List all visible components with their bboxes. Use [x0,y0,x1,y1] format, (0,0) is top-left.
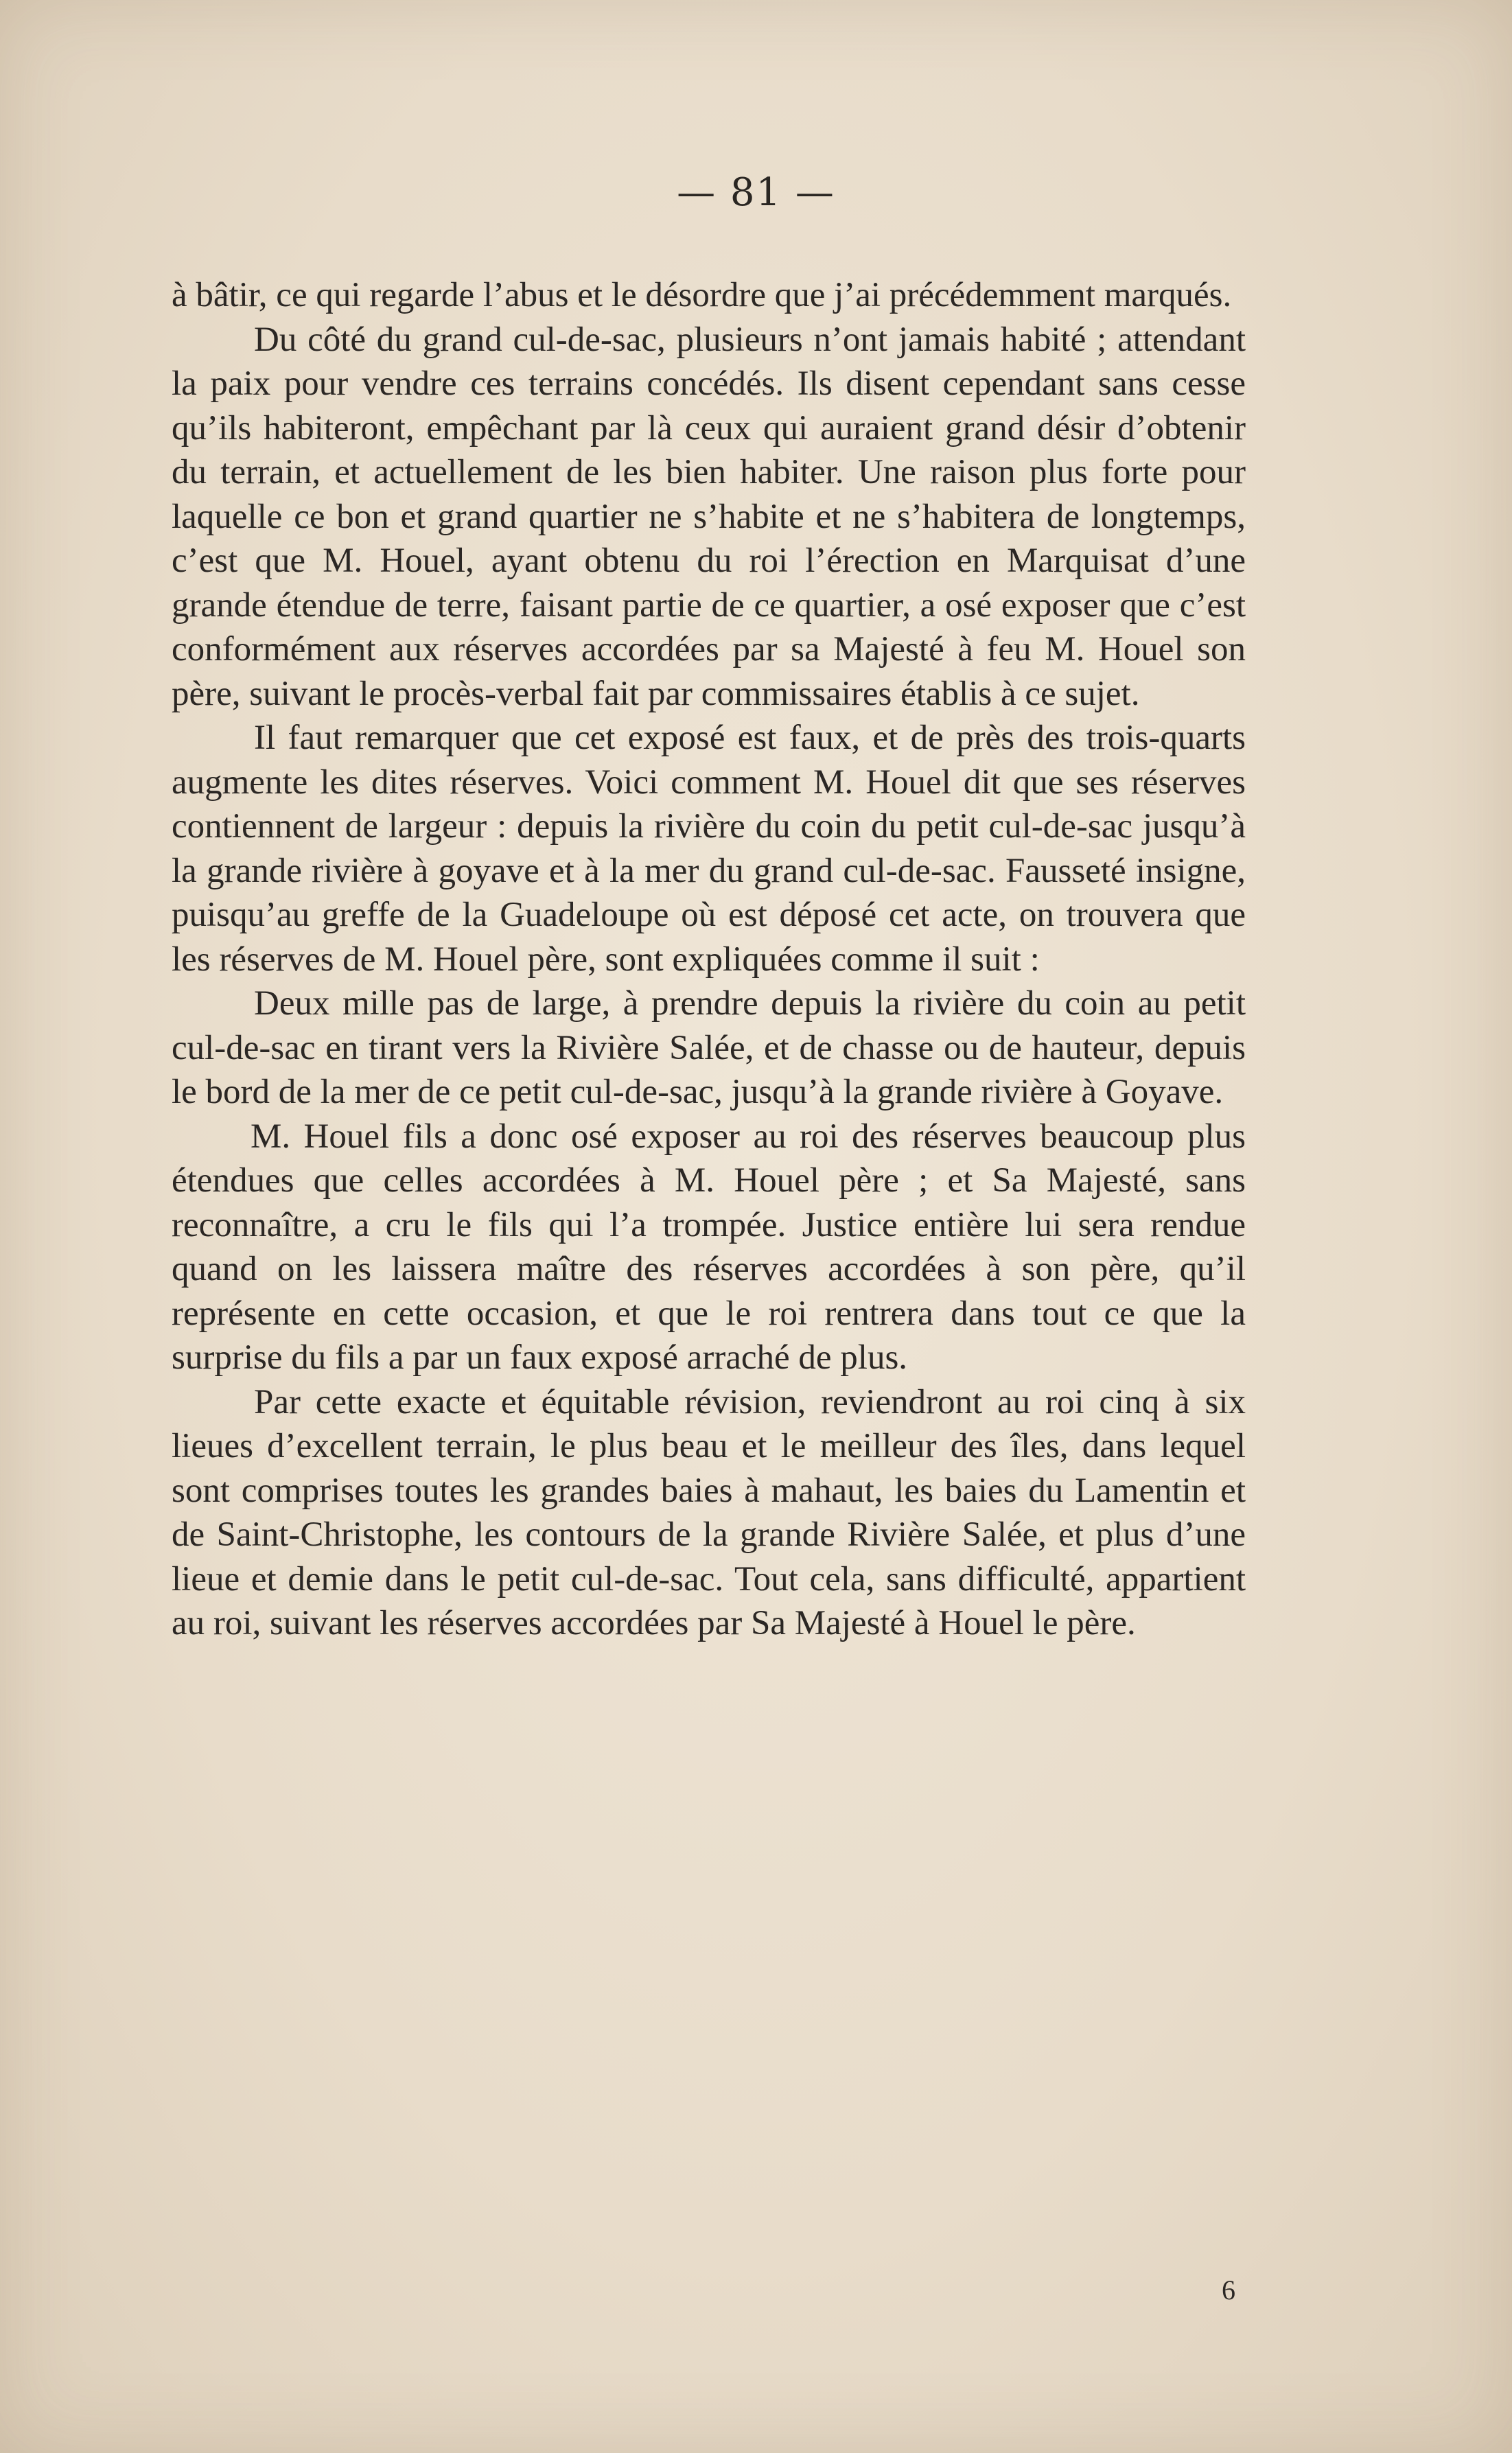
body-text [172,273,1246,1646]
paragraph-2: Du côté du grand cul-de-sac, plusieurs n’ont jamais habité ; attendant la paix pour vendre ces terrains concédés. Ils disent cependant sans cesse qu’ils habiteront, empêchant par là ceux qui auraient grand désir d’obtenir du terrain, et actuellement de les bien habiter. Une raison plus forte pour laquelle ce bon et grand quartier ne s’habite et ne s’habitera de longtemps, c’est que M. Houel, ayant obtenu du roi l’érection en Marquisat d’une grande étendue de terre, faisant partie de ce quartier, a osé exposer que c’est conformément aux réserves accordées par sa Majesté à feu M. Houel son père, suivant le procès-verbal fait par commissaires établis à ce sujet. [172,320,1246,713]
page-number: — 81 — [677,170,835,215]
signature-mark: 6 [1222,2275,1235,2305]
paragraph-4: Deux mille pas de large, à prendre depuis la rivière du coin au petit cul-de-sac en tirant vers la Rivière Salée, et de chasse ou de hauteur, depuis le bord de la mer de ce petit cul-de-sac, jusqu’à la grande rivière à Goyave. [172,984,1246,1111]
paragraph-1: à bâtir, ce qui regarde l’abus et le désordre que j’ai précédemment marqués. [172,276,1232,314]
paragraph-3: Il faut remarquer que cet exposé est faux, et de près des trois-quarts augmente les dites réserves. Voici comment M. Houel dit que ses réserves contiennent de largeur : depuis la rivière du coin du petit cul-de-sac jusqu’à la grande rivière à goyave et à la mer du grand cul-de-sac. Fausseté insigne, puisqu’au greffe de la Guadeloupe où est déposé cet acte, on trouvera que les réserves de M. Houel père, sont expliquées comme il suit : [172,719,1246,979]
paragraph-5: M. Houel fils a donc osé exposer au roi des réserves beaucoup plus étendues que celles accordées à M. Houel père ; et Sa Majesté, sans reconnaître, a cru le fils qui l’a trompée. Justice entière lui sera rendue quand on les laissera maître des réserves accordées à son père, qu’il représente en cette occasion, et que le roi rentrera dans tout ce que la surprise du fils a par un faux exposé arraché de plus. [172,1117,1246,1377]
paragraph-6: Par cette exacte et équitable révision, reviendront au roi cinq à six lieues d’excellent terrain, le plus beau et le meilleur des îles, dans lequel sont comprises toutes les grandes baies à mahaut, les baies du Lamentin et de Saint-Christophe, les contours de la grande Rivière Salée, et plus d’une lieue et demie dans le petit cul-de-sac. Tout cela, sans difficulté, appartient au roi, suivant les réserves accordées par Sa Majesté à Houel le père. [172,1382,1246,1642]
